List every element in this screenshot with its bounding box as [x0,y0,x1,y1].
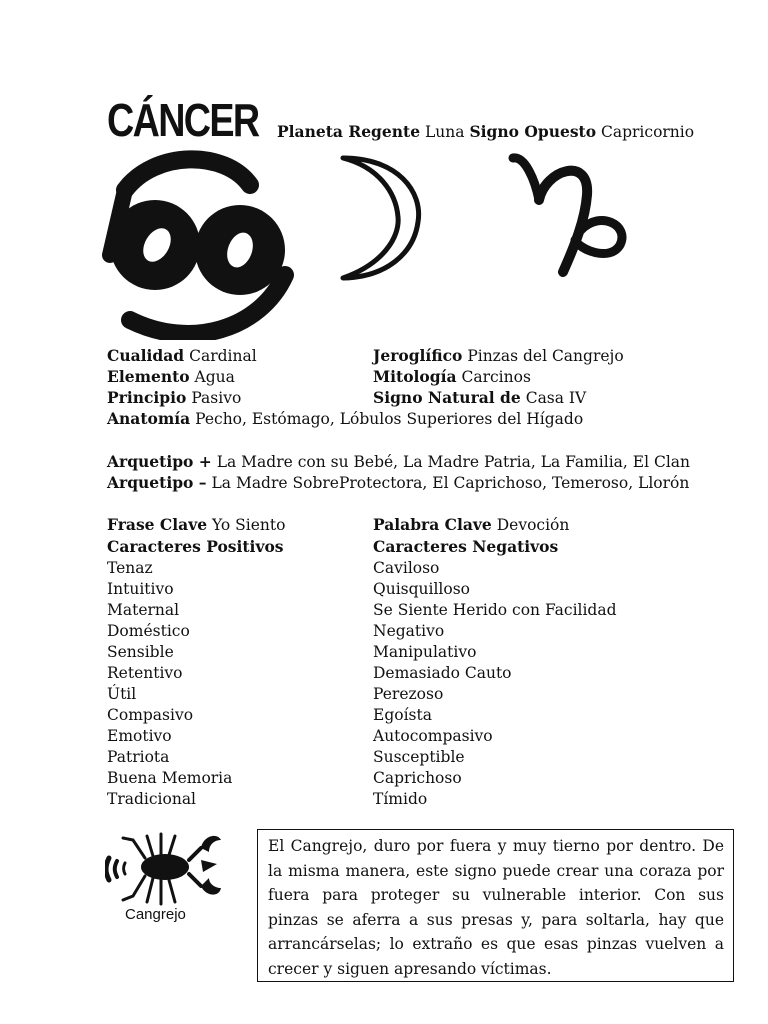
crescent-moon-icon [338,152,423,284]
key-word [373,514,569,536]
list-item: Buena Memoria [107,769,233,787]
attribute-value: Casa IV [525,389,587,407]
list-item: Tímido [373,790,428,808]
list-item: Maternal [107,601,180,619]
attribute-anatomia [107,408,583,430]
negative-heading: Caracteres Negativos [373,537,559,556]
attribute-label: Elemento [107,367,190,386]
list-item: Caviloso [373,559,440,577]
attribute-label: Principio [107,388,187,407]
attribute-value: Pasivo [191,389,242,407]
positive-heading: Caracteres Positivos [107,537,284,556]
attribute-value: Cardinal [189,347,257,365]
archetype-negative [107,472,689,494]
list-item: Útil [107,685,137,703]
list-item: Intuitivo [107,580,174,598]
key-phrase [107,514,285,536]
archetype-value: La Madre con su Bebé, La Madre Patria, La Familia, El Clan [216,453,690,471]
opposite-label: Signo Opuesto [469,122,597,141]
attribute-value: Pecho, Estómago, Lóbulos Superiores del Hígado [195,410,584,428]
archetype-label: Arquetipo + [107,452,212,471]
list-item: Emotivo [107,727,172,745]
list-item: Retentivo [107,664,183,682]
list-item: Compasivo [107,706,194,724]
negative-list [373,536,617,810]
capricorn-glyph-icon [505,150,630,280]
list-item: Autocompasivo [373,727,493,745]
attribute-cualidad [107,345,257,367]
attribute-mitologia [373,366,531,388]
attribute-label: Anatomía [107,409,191,428]
attribute-value: Agua [194,368,235,386]
description-box: El Cangrejo, duro por fuera y muy tierno por dentro. De la misma manera, este signo puede crear una coraza por fuera para proteger su vulnerable interior. Con sus pinzas se aferra a sus presas y, para soltarla, hay que arrancárselas; lo extraño es que esas pinzas vuelven a crecer y siguen apresando víctimas. [257,829,734,982]
attribute-label: Mitología [373,367,457,386]
key-phrase-value: Yo Siento [212,516,286,534]
list-item: Demasiado Cauto [373,664,512,682]
list-item: Negativo [373,622,445,640]
list-item: Tenaz [107,559,153,577]
list-item: Doméstico [107,622,190,640]
attribute-signo-natural [373,387,586,409]
list-item: Sensible [107,643,174,661]
ruler-value: Luna [425,123,465,141]
crab-icon [105,830,225,908]
attribute-label: Jeroglífico [373,346,463,365]
positive-list [107,536,284,810]
list-item: Se Siente Herido con Facilidad [373,601,617,619]
attribute-jeroglifico [373,345,624,367]
list-item: Patriota [107,748,170,766]
archetype-positive [107,451,690,473]
list-item: Egoísta [373,706,432,724]
attribute-label: Signo Natural de [373,388,521,407]
attribute-value: Carcinos [461,368,531,386]
list-item: Tradicional [107,790,197,808]
list-item: Perezoso [373,685,444,703]
page-title: CÁNCER [107,94,259,146]
ruler-label: Planeta Regente [277,122,421,141]
attribute-principio [107,387,241,409]
ruler-line [277,122,694,142]
archetype-label: Arquetipo – [107,473,207,492]
archetype-value: La Madre SobreProtectora, El Caprichoso, Temeroso, Llorón [211,474,690,492]
crab-caption: Cangrejo [125,906,186,923]
attribute-elemento [107,366,235,388]
key-phrase-label: Frase Clave [107,515,208,534]
key-word-value: Devoción [496,516,570,534]
list-item: Quisquilloso [373,580,470,598]
list-item: Susceptible [373,748,465,766]
opposite-value: Capricornio [601,123,695,141]
key-word-label: Palabra Clave [373,515,492,534]
list-item: Manipulativo [373,643,477,661]
attribute-value: Pinzas del Cangrejo [467,347,624,365]
attribute-label: Cualidad [107,346,185,365]
list-item: Caprichoso [373,769,462,787]
cancer-glyph-icon [100,145,295,340]
